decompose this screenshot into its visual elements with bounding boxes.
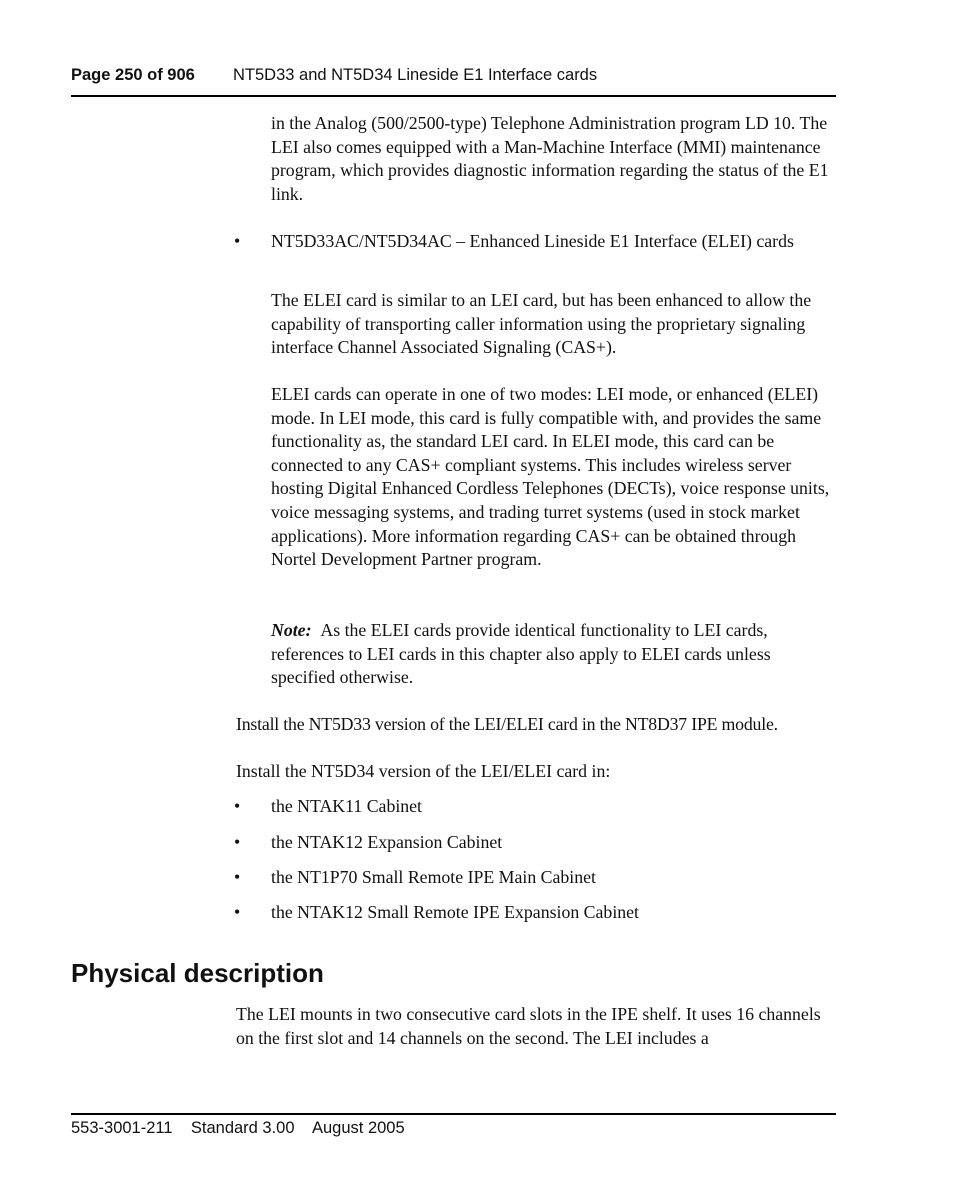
publication-date: August 2005 <box>311 1119 405 1137</box>
page-footer <box>71 1119 405 1138</box>
note-paragraph <box>271 619 837 690</box>
list-item: the NTAK11 Cabinet <box>271 796 423 816</box>
list-item: the NTAK12 Expansion Cabinet <box>271 832 503 852</box>
paragraph-lei-admin: in the Analog (500/2500-type) Telephone Administration program LD 10. The LEI also comes equipped with a Man-Machine Interface (MMI) maintenance program, which provides diagnostic information regarding the status of the E1 link. <box>271 113 829 204</box>
running-title: NT5D33 and NT5D34 Lineside E1 Interface cards <box>233 66 598 84</box>
bullet-marker: • <box>234 832 241 852</box>
bullet-marker: • <box>234 231 241 251</box>
header-rule <box>71 95 836 97</box>
section-heading: Physical description <box>71 958 324 988</box>
bullet-marker: • <box>234 867 241 887</box>
paragraph-install-nt5d34: Install the NT5D34 version of the LEI/ELEI card in: <box>236 761 611 781</box>
paragraph-elei-modes: ELEI cards can operate in one of two modes: LEI mode, or enhanced (ELEI) mode. In LEI mode, this card is fully compatible with, and provides the same functionality as, the standard LEI card. In ELEI mode, this card can be connected to any CAS+ compliant systems. This includes wireless server hosting Digital Enhanced Cordless Telephones (DECTs), voice response units, voice messaging systems, and trading turret systems (used in stock market applications). More information regarding CAS+ can be obtained through Nortel Development Partner program. <box>271 384 830 570</box>
note-text: As the ELEI cards provide identical functionality to LEI cards, references to LEI cards in this chapter also apply to ELEI cards unless specified otherwise. <box>271 620 771 688</box>
document-number: 553-3001-211 <box>71 1119 173 1137</box>
bullet-marker: • <box>234 796 241 816</box>
bullet-elei-cards: NT5D33AC/NT5D34AC – Enhanced Lineside E1 Interface (ELEI) cards <box>271 231 794 251</box>
page-header <box>71 66 836 88</box>
paragraph-elei-similar: The ELEI card is similar to an LEI card, but has been enhanced to allow the capability of transporting caller information using the proprietary signaling interface Channel Associated Signaling (CAS+). <box>271 290 812 358</box>
bullet-marker: • <box>234 902 241 922</box>
paragraph-install-nt5d33: Install the NT5D33 version of the LEI/ELEI card in the NT8D37 IPE module. <box>236 714 778 734</box>
list-item: the NTAK12 Small Remote IPE Expansion Cabinet <box>271 902 639 922</box>
standard-version: Standard 3.00 <box>190 1119 295 1137</box>
page-number: Page 250 of 906 <box>71 66 195 84</box>
paragraph-physical-description: The LEI mounts in two consecutive card slots in the IPE shelf. It uses 16 channels on the first slot and 14 channels on the second. The LEI includes a <box>236 1004 821 1048</box>
footer-rule <box>71 1113 836 1115</box>
list-item: the NT1P70 Small Remote IPE Main Cabinet <box>271 867 596 887</box>
note-label: Note: <box>271 620 312 640</box>
